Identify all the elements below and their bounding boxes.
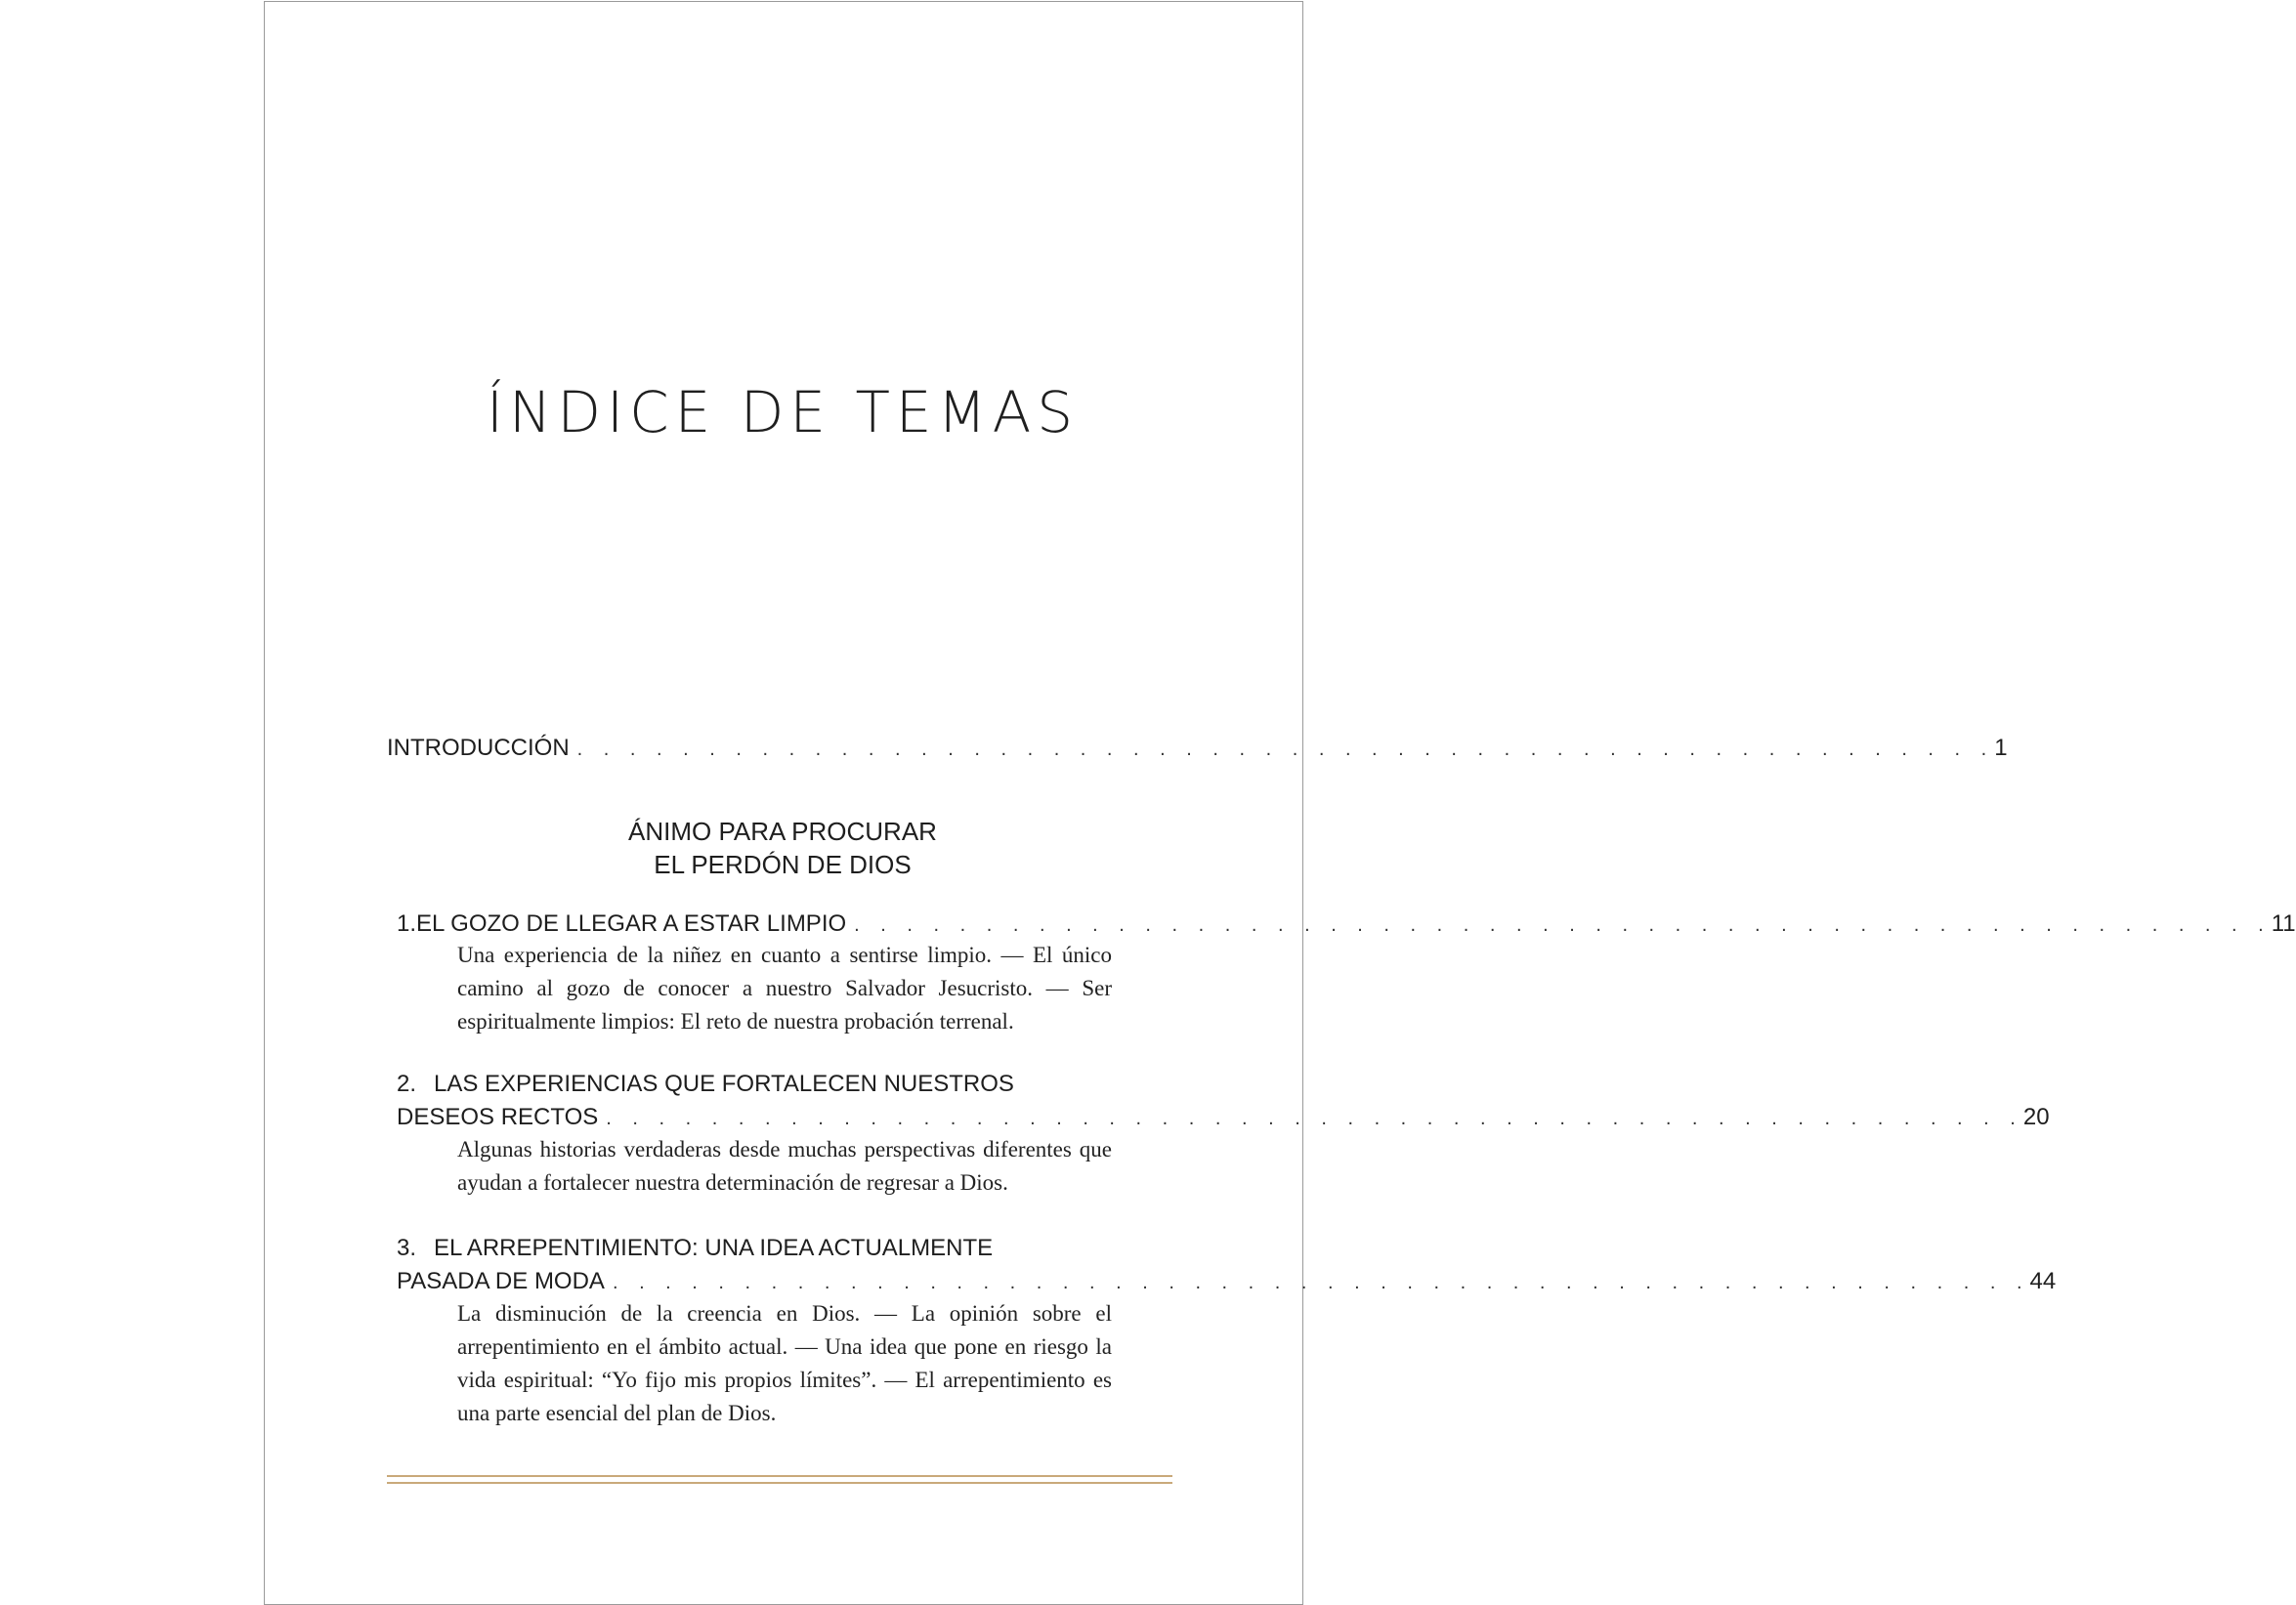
toc-entry-page: 11 [2271,910,2296,937]
dot-leader: . . . . . . . . . . . . . . . . . . . . . . . . . . . . . . . . . . . . . . . . . . . . . . . . . . . . . . [612,1272,2030,1293]
chapter-2-description: Algunas historias verdaderas desde muchas perspectivas diferentes que ayudan a fortalecer nuestra determinación de regresar a Dios. [457,1137,1112,1195]
dot-leader: . . . . . . . . . . . . . . . . . . . . . . . . . . . . . . . . . . . . . . . . . . . . . . . . . . . . . . [854,914,2272,936]
toc-entry-title: EL ARREPENTIMIENTO: UNA IDEA ACTUALMENTE [434,1235,994,1261]
chapter-3-description: La disminución de la creencia en Dios. — La opinión sobre el arrepentimiento en el ámbito actual. — Una idea que pone en riesgo la vida espiritual: “Yo fijo mis propios límites”. — El arrepentimiento es una parte esencial del plan de Dios. [457,1301,1112,1425]
toc-entry-title-continued: DESEOS RECTOS [397,1104,599,1130]
chapter-number: 1. [397,910,417,937]
chapter-number: 2. [397,1071,417,1097]
toc-entry-title: EL GOZO DE LLEGAR A ESTAR LIMPIO [416,910,847,937]
page-title: ÍNDICE DE TEMAS [486,379,1080,445]
footer-rule-top [387,1475,1172,1477]
toc-entry-page: 44 [2029,1268,2057,1294]
section-heading-line1: ÁNIMO PARA PROCURAR [628,817,937,846]
toc-entry-title-continued: PASADA DE MODA [397,1268,605,1294]
section-heading [264,815,1301,881]
dot-leader: . . . . . . . . . . . . . . . . . . . . . . . . . . . . . . . . . . . . . . . . . . . . . . . . . . . . . . [606,1108,2023,1129]
toc-entry-chapter-3-line1 [387,1235,1172,1268]
toc-entry-chapter-2-line2 [387,1104,2050,1137]
toc-entry-chapter-3-line2 [387,1268,2057,1301]
toc-entry-title: INTRODUCCIÓN [387,735,570,761]
section-heading-line2: EL PERDÓN DE DIOS [654,850,912,879]
chapter-1-description: Una experiencia de la niñez en cuanto a sentirse limpio. — El único camino al gozo de conocer a nuestro Salvador Jesucristo. — Ser espiritualmente limpios: El reto de nuestra probación terrenal. [457,943,1112,1034]
toc-entry-page: 20 [2022,1104,2050,1130]
dot-leader: . . . . . . . . . . . . . . . . . . . . . . . . . . . . . . . . . . . . . . . . . . . . . . . . . . . . . . [576,739,1995,760]
footer-rule-bottom [387,1482,1172,1484]
chapter-number: 3. [397,1235,417,1261]
toc-entry-introduction [387,735,2008,768]
toc-entry-page: 1 [1994,735,2008,761]
toc-entry-title: LAS EXPERIENCIAS QUE FORTALECEN NUESTROS [434,1071,1014,1097]
toc-entry-chapter-2-line1 [387,1071,1172,1104]
